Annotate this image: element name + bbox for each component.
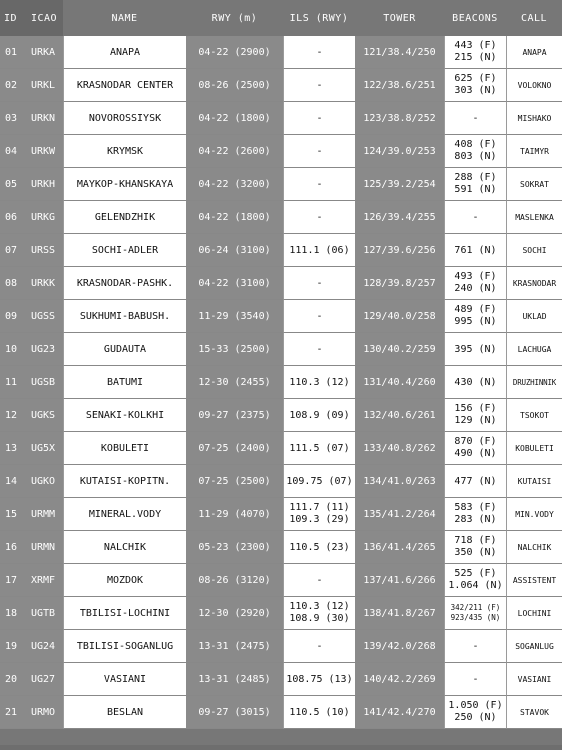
cell-beacons — [444, 333, 506, 366]
cell-name: KRYMSK — [63, 135, 186, 168]
cell-id: 14 — [0, 465, 27, 498]
table-row — [0, 168, 562, 201]
cell-tower: 133/40.8/262 — [355, 432, 444, 465]
cell-name: TBILISI-LOCHINI — [63, 597, 186, 630]
cell-icao: URKL — [27, 69, 63, 102]
cell-beacons-line: 342/211 (F) — [450, 603, 501, 612]
cell-beacons — [444, 300, 506, 333]
cell-tower: 136/41.4/265 — [355, 531, 444, 564]
cell-beacons-line: 240 (N) — [454, 283, 497, 294]
cell-beacons — [444, 663, 506, 696]
cell-id: 17 — [0, 564, 27, 597]
cell-ils-line: - — [316, 178, 323, 190]
cell-beacons — [444, 432, 506, 465]
footer-bar — [0, 729, 562, 745]
cell-tower: 135/41.2/264 — [355, 498, 444, 531]
cell-tower: 121/38.4/250 — [355, 36, 444, 69]
cell-icao: UGKS — [27, 399, 63, 432]
cell-beacons-line: - — [472, 211, 479, 223]
cell-ils — [283, 168, 355, 201]
table-row — [0, 399, 562, 432]
cell-ils-line: - — [316, 145, 323, 157]
cell-ils — [283, 432, 355, 465]
header-name: NAME — [63, 0, 186, 36]
table-row — [0, 366, 562, 399]
cell-beacons-line: 350 (N) — [454, 547, 497, 558]
cell-tower: 125/39.2/254 — [355, 168, 444, 201]
cell-name: KRASNODAR CENTER — [63, 69, 186, 102]
cell-call: DRUZHINNIK — [506, 366, 562, 399]
cell-beacons-line: 250 (N) — [454, 712, 497, 723]
cell-id: 10 — [0, 333, 27, 366]
cell-tower: 140/42.2/269 — [355, 663, 444, 696]
cell-rwy: 08-26 (2500) — [186, 69, 283, 102]
cell-call: MIN.VODY — [506, 498, 562, 531]
table-row — [0, 696, 562, 729]
cell-rwy: 04-22 (1800) — [186, 201, 283, 234]
cell-beacons-line: 156 (F) — [454, 403, 497, 414]
cell-beacons-line: 525 (F) — [454, 568, 497, 579]
cell-icao: URMM — [27, 498, 63, 531]
cell-rwy: 13-31 (2485) — [186, 663, 283, 696]
cell-ils-line: 111.7 (11) — [289, 502, 350, 513]
cell-name: SENAKI-KOLKHI — [63, 399, 186, 432]
cell-name: NOVOROSSIYSK — [63, 102, 186, 135]
cell-name: VASIANI — [63, 663, 186, 696]
cell-rwy: 04-22 (2900) — [186, 36, 283, 69]
cell-ils — [283, 663, 355, 696]
cell-beacons-line: 283 (N) — [454, 514, 497, 525]
cell-ils — [283, 531, 355, 564]
table-row — [0, 597, 562, 630]
cell-icao: URMN — [27, 531, 63, 564]
cell-name: TBILISI-SOGANLUG — [63, 630, 186, 663]
cell-call: VOLOKNO — [506, 69, 562, 102]
cell-tower: 132/40.6/261 — [355, 399, 444, 432]
table-row — [0, 564, 562, 597]
cell-tower: 123/38.8/252 — [355, 102, 444, 135]
cell-rwy: 04-22 (3200) — [186, 168, 283, 201]
cell-beacons-line: 395 (N) — [454, 343, 497, 355]
cell-tower: 122/38.6/251 — [355, 69, 444, 102]
cell-tower: 138/41.8/267 — [355, 597, 444, 630]
cell-icao: URMO — [27, 696, 63, 729]
cell-name: GELENDZHIK — [63, 201, 186, 234]
cell-ils — [283, 234, 355, 267]
cell-call: SOCHI — [506, 234, 562, 267]
cell-ils — [283, 201, 355, 234]
cell-tower: 127/39.6/256 — [355, 234, 444, 267]
cell-id: 05 — [0, 168, 27, 201]
cell-name: KOBULETI — [63, 432, 186, 465]
cell-call: MISHAKO — [506, 102, 562, 135]
cell-beacons-line: - — [472, 112, 479, 124]
cell-ils-line: - — [316, 310, 323, 322]
cell-beacons — [444, 366, 506, 399]
cell-id: 03 — [0, 102, 27, 135]
cell-beacons-line: 303 (N) — [454, 85, 497, 96]
cell-icao: UG5X — [27, 432, 63, 465]
table-row — [0, 69, 562, 102]
cell-icao: UGTB — [27, 597, 63, 630]
cell-ils — [283, 399, 355, 432]
cell-id: 06 — [0, 201, 27, 234]
cell-icao: XRMF — [27, 564, 63, 597]
cell-call: KRASNODAR — [506, 267, 562, 300]
cell-beacons-line: 803 (N) — [454, 151, 497, 162]
cell-ils-line: 110.3 (12) — [289, 376, 350, 388]
cell-call: MASLENKA — [506, 201, 562, 234]
cell-name: BATUMI — [63, 366, 186, 399]
cell-ils — [283, 36, 355, 69]
cell-beacons — [444, 234, 506, 267]
cell-beacons-line: 1.064 (N) — [448, 580, 503, 591]
cell-name: MOZDOK — [63, 564, 186, 597]
cell-ils — [283, 564, 355, 597]
cell-call: SOGANLUG — [506, 630, 562, 663]
cell-ils-line: - — [316, 640, 323, 652]
cell-beacons-line: 761 (N) — [454, 244, 497, 256]
table-row — [0, 201, 562, 234]
cell-icao: UGSS — [27, 300, 63, 333]
cell-beacons-line: 477 (N) — [454, 475, 497, 487]
header-tower: TOWER — [355, 0, 444, 36]
cell-beacons-line: 718 (F) — [454, 535, 497, 546]
cell-icao: URKK — [27, 267, 63, 300]
cell-call: KOBULETI — [506, 432, 562, 465]
table-row — [0, 465, 562, 498]
cell-beacons-line: 493 (F) — [454, 271, 497, 282]
cell-ils — [283, 597, 355, 630]
cell-ils — [283, 366, 355, 399]
cell-ils — [283, 696, 355, 729]
cell-ils — [283, 630, 355, 663]
cell-call: NALCHIK — [506, 531, 562, 564]
cell-name: NALCHIK — [63, 531, 186, 564]
cell-beacons-line: 443 (F) — [454, 40, 497, 51]
cell-ils-line: 111.1 (06) — [289, 244, 350, 256]
cell-beacons — [444, 465, 506, 498]
cell-beacons — [444, 102, 506, 135]
cell-ils-line: - — [316, 574, 323, 586]
cell-icao: URKG — [27, 201, 63, 234]
cell-call: ANAPA — [506, 36, 562, 69]
cell-beacons — [444, 36, 506, 69]
header-icao: ICAO — [27, 0, 63, 36]
cell-ils-line: - — [316, 343, 323, 355]
cell-ils — [283, 135, 355, 168]
cell-icao: UG23 — [27, 333, 63, 366]
cell-tower: 137/41.6/266 — [355, 564, 444, 597]
cell-rwy: 12-30 (2455) — [186, 366, 283, 399]
cell-call: SOKRAT — [506, 168, 562, 201]
cell-icao: URKH — [27, 168, 63, 201]
cell-beacons-line: 408 (F) — [454, 139, 497, 150]
cell-beacons-line: 490 (N) — [454, 448, 497, 459]
cell-id: 19 — [0, 630, 27, 663]
cell-name: ANAPA — [63, 36, 186, 69]
cell-rwy: 09-27 (3015) — [186, 696, 283, 729]
cell-beacons — [444, 597, 506, 630]
cell-name: SOCHI-ADLER — [63, 234, 186, 267]
cell-name: KRASNODAR-PASHK. — [63, 267, 186, 300]
cell-rwy: 05-23 (2300) — [186, 531, 283, 564]
cell-call: UKLAD — [506, 300, 562, 333]
cell-icao: URKA — [27, 36, 63, 69]
cell-beacons — [444, 399, 506, 432]
cell-call: STAVOK — [506, 696, 562, 729]
cell-rwy: 09-27 (2375) — [186, 399, 283, 432]
cell-ils-line: - — [316, 277, 323, 289]
cell-beacons-line: - — [472, 673, 479, 685]
cell-id: 11 — [0, 366, 27, 399]
cell-beacons-line: 583 (F) — [454, 502, 497, 513]
cell-name: MINERAL.VODY — [63, 498, 186, 531]
cell-beacons-line: 215 (N) — [454, 52, 497, 63]
cell-tower: 126/39.4/255 — [355, 201, 444, 234]
cell-ils-line: 111.5 (07) — [289, 442, 350, 454]
header-row — [0, 0, 562, 36]
cell-rwy: 04-22 (3100) — [186, 267, 283, 300]
cell-id: 13 — [0, 432, 27, 465]
cell-ils-line: 110.5 (23) — [289, 541, 350, 553]
cell-rwy: 06-24 (3100) — [186, 234, 283, 267]
cell-call: TAIMYR — [506, 135, 562, 168]
cell-beacons — [444, 135, 506, 168]
cell-name: GUDAUTA — [63, 333, 186, 366]
table-body — [0, 36, 562, 729]
cell-ils — [283, 69, 355, 102]
cell-beacons — [444, 201, 506, 234]
cell-icao: UGKO — [27, 465, 63, 498]
cell-id: 02 — [0, 69, 27, 102]
cell-icao: UGSB — [27, 366, 63, 399]
header-call: CALL — [506, 0, 562, 36]
cell-id: 09 — [0, 300, 27, 333]
cell-ils-line: 110.5 (10) — [289, 706, 350, 718]
cell-call: TSOKOT — [506, 399, 562, 432]
cell-tower: 130/40.2/259 — [355, 333, 444, 366]
cell-tower: 141/42.4/270 — [355, 696, 444, 729]
cell-ils-line: 110.3 (12) — [289, 601, 350, 612]
table-row — [0, 531, 562, 564]
cell-id: 12 — [0, 399, 27, 432]
cell-id: 01 — [0, 36, 27, 69]
cell-call: LACHUGA — [506, 333, 562, 366]
cell-ils — [283, 102, 355, 135]
cell-ils — [283, 300, 355, 333]
header-id: ID — [0, 0, 27, 36]
cell-name: SUKHUMI-BABUSH. — [63, 300, 186, 333]
cell-beacons — [444, 630, 506, 663]
cell-rwy: 13-31 (2475) — [186, 630, 283, 663]
cell-ils-line: 108.9 (09) — [289, 409, 350, 421]
cell-icao: UG24 — [27, 630, 63, 663]
cell-call: LOCHINI — [506, 597, 562, 630]
cell-rwy: 04-22 (2600) — [186, 135, 283, 168]
cell-beacons — [444, 69, 506, 102]
cell-tower: 134/41.0/263 — [355, 465, 444, 498]
cell-id: 07 — [0, 234, 27, 267]
cell-id: 18 — [0, 597, 27, 630]
cell-ils-line: 109.75 (07) — [286, 475, 353, 487]
cell-ils-line: 109.3 (29) — [289, 514, 350, 525]
cell-beacons-line: 430 (N) — [454, 376, 497, 388]
cell-beacons-line: 591 (N) — [454, 184, 497, 195]
table-row — [0, 333, 562, 366]
table-row — [0, 630, 562, 663]
table-row — [0, 300, 562, 333]
cell-beacons-line: 489 (F) — [454, 304, 497, 315]
table-row — [0, 135, 562, 168]
cell-name: BESLAN — [63, 696, 186, 729]
cell-beacons — [444, 267, 506, 300]
cell-ils-line: 108.9 (30) — [289, 613, 350, 624]
table-row — [0, 432, 562, 465]
cell-rwy: 11-29 (3540) — [186, 300, 283, 333]
cell-beacons-line: 288 (F) — [454, 172, 497, 183]
cell-beacons — [444, 498, 506, 531]
cell-beacons — [444, 168, 506, 201]
cell-tower: 131/40.4/260 — [355, 366, 444, 399]
cell-beacons-line: 1.050 (F) — [448, 700, 503, 711]
cell-ils-line: - — [316, 79, 323, 91]
table-row — [0, 36, 562, 69]
cell-beacons-line: 923/435 (N) — [450, 613, 501, 622]
cell-tower: 129/40.0/258 — [355, 300, 444, 333]
cell-rwy: 08-26 (3120) — [186, 564, 283, 597]
cell-beacons-line: 995 (N) — [454, 316, 497, 327]
cell-call: VASIANI — [506, 663, 562, 696]
cell-id: 08 — [0, 267, 27, 300]
cell-call: ASSISTENT — [506, 564, 562, 597]
cell-ils-line: 108.75 (13) — [286, 673, 353, 685]
cell-id: 21 — [0, 696, 27, 729]
cell-id: 20 — [0, 663, 27, 696]
cell-ils-line: - — [316, 46, 323, 58]
cell-call: KUTAISI — [506, 465, 562, 498]
cell-beacons — [444, 531, 506, 564]
cell-beacons-line: - — [472, 640, 479, 652]
header-beacons: BEACONS — [444, 0, 506, 36]
cell-id: 04 — [0, 135, 27, 168]
footer-strip — [0, 729, 562, 745]
cell-tower: 128/39.8/257 — [355, 267, 444, 300]
cell-rwy: 04-22 (1800) — [186, 102, 283, 135]
table-row — [0, 102, 562, 135]
table-row — [0, 498, 562, 531]
cell-beacons — [444, 696, 506, 729]
cell-ils-line: - — [316, 112, 323, 124]
cell-name: MAYKOP-KHANSKAYA — [63, 168, 186, 201]
cell-beacons — [444, 564, 506, 597]
cell-rwy: 12-30 (2920) — [186, 597, 283, 630]
cell-id: 16 — [0, 531, 27, 564]
cell-icao: URSS — [27, 234, 63, 267]
header-ils: ILS (RWY) — [283, 0, 355, 36]
cell-icao: URKN — [27, 102, 63, 135]
table-row — [0, 267, 562, 300]
cell-ils-line: - — [316, 211, 323, 223]
cell-beacons-line: 870 (F) — [454, 436, 497, 447]
table-row — [0, 234, 562, 267]
cell-ils — [283, 267, 355, 300]
cell-beacons-line: 129 (N) — [454, 415, 497, 426]
cell-tower: 139/42.0/268 — [355, 630, 444, 663]
header-rwy: RWY (m) — [186, 0, 283, 36]
table-row — [0, 663, 562, 696]
cell-ils — [283, 333, 355, 366]
cell-ils — [283, 465, 355, 498]
cell-name: KUTAISI-KOPITN. — [63, 465, 186, 498]
cell-rwy: 07-25 (2400) — [186, 432, 283, 465]
cell-ils — [283, 498, 355, 531]
cell-rwy: 11-29 (4070) — [186, 498, 283, 531]
cell-icao: URKW — [27, 135, 63, 168]
cell-tower: 124/39.0/253 — [355, 135, 444, 168]
cell-id: 15 — [0, 498, 27, 531]
cell-beacons-line: 625 (F) — [454, 73, 497, 84]
cell-rwy: 07-25 (2500) — [186, 465, 283, 498]
cell-rwy: 15-33 (2500) — [186, 333, 283, 366]
cell-icao: UG27 — [27, 663, 63, 696]
